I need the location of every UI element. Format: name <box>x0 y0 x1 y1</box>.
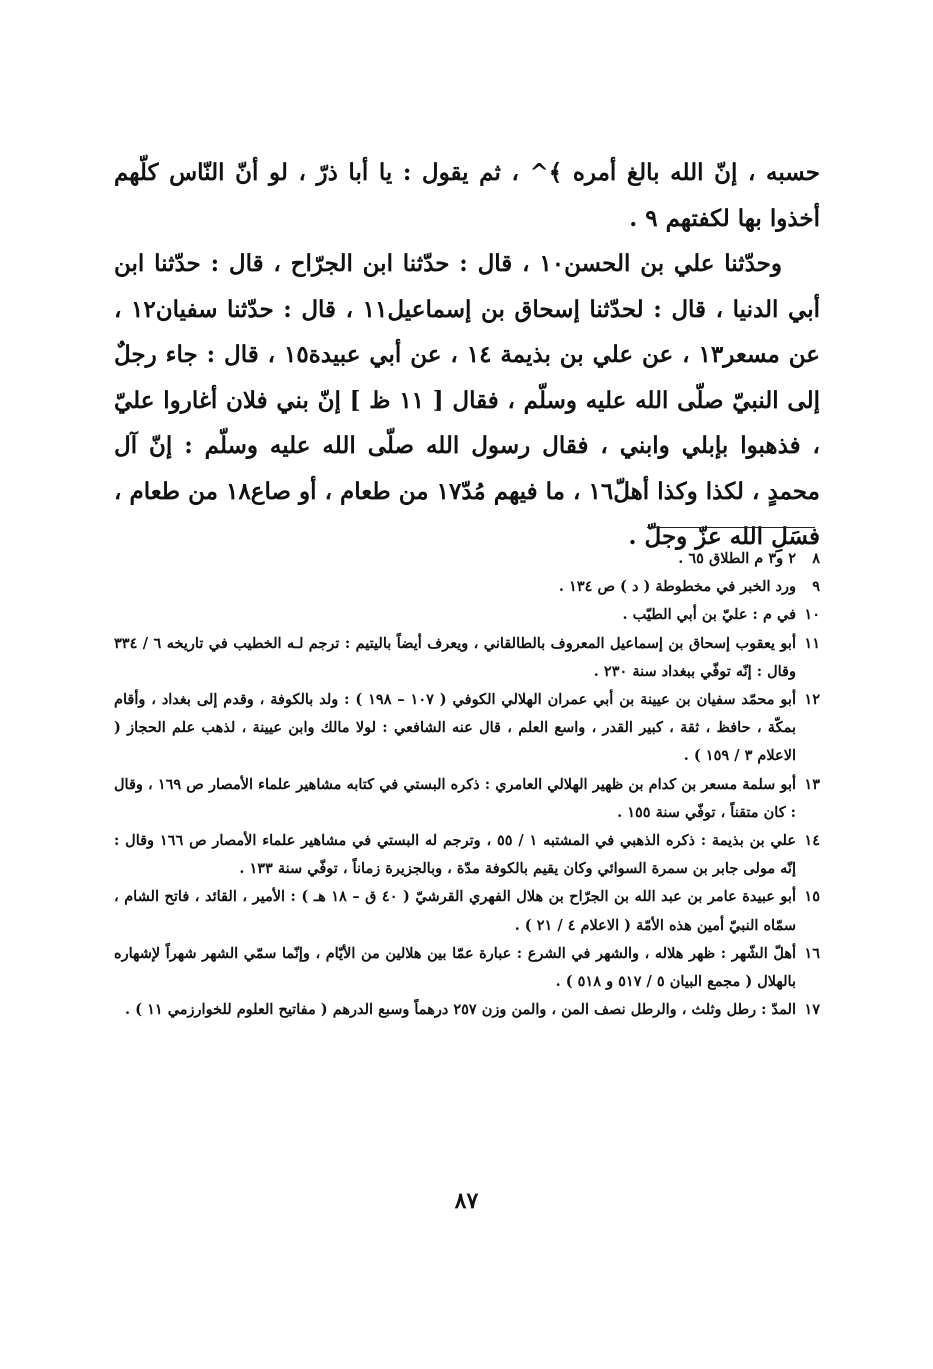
footnote-number: ١١ <box>804 634 820 652</box>
footnote-item <box>114 883 820 939</box>
footnote-number: ٨ <box>812 550 820 567</box>
footnote-number: ١٢ <box>804 691 820 709</box>
footnote-number: ٩ <box>812 578 820 596</box>
footnotes-section <box>114 545 820 1024</box>
footnote-item <box>114 827 820 883</box>
footnote-item <box>114 686 820 771</box>
page-number: ٨٧ <box>454 1188 479 1214</box>
footnote-number: ١٠ <box>804 606 820 624</box>
footnote-item <box>114 630 820 686</box>
footnote-item <box>114 573 820 601</box>
main-text-body <box>114 150 820 560</box>
footnote-item <box>114 940 820 996</box>
footnote-text: أبو محمّد سفيان بن عيينة بن أبي عمران الهلالي الكوفي ( ١٠٧ – ١٩٨ ) : ولد بالكوفة ، وقدم إلى بغداد ، وأقام بمكّة ، حافظ ، ثقة ، كبير القدر ، واسع العلم ، قال عنه الشافعي : لولا مالك وابن عيينة ، لذهب علم الحجاز ( الاعلام ٣ / ١٥٩ ) . <box>114 691 796 765</box>
main-paragraph: حسبه ، إنّ الله بالغ أمره ﴾^ ، ثم يقول : يا أبا ذرّ ، لو أنّ النّاس كلّهم أخذوا بها لكفتهم ٩ . <box>114 159 820 232</box>
footnote-item <box>114 771 820 827</box>
footnote-separator <box>647 527 815 528</box>
footnote-text: المدّ : رطل وثلث ، والرطل نصف المن ، والمن وزن ٢٥٧ درهماً وسبع الدرهم ( مفاتيح العلوم للخوارزمي ١١ ) . <box>125 1001 796 1019</box>
footnote-item <box>114 601 820 629</box>
footnote-number: ١٤ <box>804 832 820 850</box>
footnote-text: ٢ و٣ م الطلاق ٦٥ . <box>678 550 796 567</box>
footnote-number: ١٦ <box>804 944 820 962</box>
footnote-item <box>114 996 820 1024</box>
footnote-text: في م : عليّ بن أبي الطيّب . <box>622 606 796 624</box>
footnote-text: أبو يعقوب إسحاق بن إسماعيل المعروف بالطالقاني ، ويعرف أيضاً باليتيم : ترجم لـه الخطيب في تاريخه ٦ / ٣٣٤ وقال : إنّه توفّي ببغداد سنة ٢٣٠ . <box>114 634 796 680</box>
footnote-text: أبو سلمة مسعر بن كدام بن ظهير الهلالي العامري : ذكره البستي في كتابه مشاهير علماء الأمصار ص ١٦٩ ، وقال : كان متقناً ، توفّي سنة ١٥٥ . <box>114 775 797 821</box>
footnote-number: ١٥ <box>804 888 820 906</box>
footnote-number: ١٧ <box>804 1001 820 1019</box>
footnote-text: علي بن بذيمة : ذكره الذهبي في المشتبه ١ / ٥٥ ، وترجم له البستي في مشاهير علماء الأمصار ص ١٦٦ وقال : إنّه مولى جابر بن سمرة السوائي وكان يقيم بالكوفة مدّة ، وبالجزيرة زماناً ، توفّي سنة ١٣٣ . <box>114 832 797 878</box>
main-paragraph: وحدّثنا علي بن الحسن١٠ ، قال : حدّثنا ابن الجرّاح ، قال : حدّثنا ابن أبي الدنيا ، قال : لحدّثنا إسحاق بن إسماعيل١١ ، قال : حدّثنا سفيان١٢ ، عن مسعر١٣ ، عن علي بن بذيمة ١٤ ، عن أبي عبيدة١٥ ، قال : جاء رجلٌ إلى النبيّ صلّى الله عليه وسلّم ، فقال [ ١١ ظ ] إنّ بني فلان أغاروا عليّ ، فذهبوا بإبلي وابني ، فقال رسول الله صلّى الله عليه وسلّم : إنّ آل محمدٍ ، لكذا وكذا أهلّ١٦ ، ما فيهم مُدّ١٧ من طعام ، أو صاع١٨ من طعام ، فسَلِ الله عزّ وجلّ . <box>114 250 821 550</box>
footnote-text: ورد الخبر في مخطوطة ( د ) ص ١٣٤ . <box>558 578 796 596</box>
footnote-text: أهلّ الشّهر : ظهر هلاله ، والشهر في الشرع : عبارة عمّا بين هلالين من الأيّام ، وإنّما سمّي الشهر شهراً لإشهاره بالهلال ( مجمع البيان ٥ / ٥١٧ و ٥١٨ ) . <box>114 944 796 991</box>
footnote-item <box>114 545 820 573</box>
footnote-text: أبو عبيدة عامر بن عبد الله بن الجرّاح بن هلال الفهري القرشيّ ( ٤٠ ق – ١٨ هـ ) : الأمير ، القائد ، فاتح الشام ، سمّاه النبيّ أمين هذه الأمّة ( الاعلام ٤ / ٢١ ) . <box>114 888 796 934</box>
footnote-number: ١٣ <box>804 775 820 793</box>
